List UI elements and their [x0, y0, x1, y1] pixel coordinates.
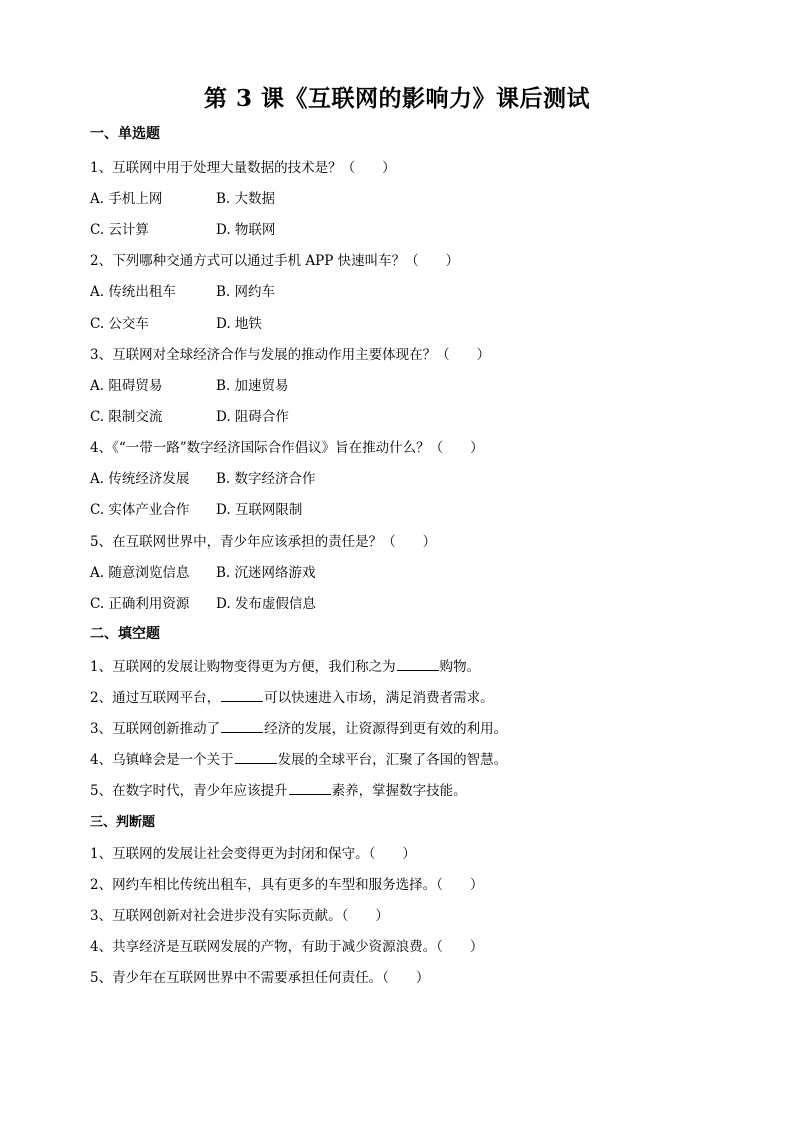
option-d: D. 互联网限制 [216, 502, 303, 518]
fill-blank-item [90, 779, 467, 799]
option-d: D. 阻碍合作 [216, 409, 289, 425]
fill-text-before: 3、互联网创新推动了 [90, 721, 221, 737]
option-c: C. 实体产业合作 [90, 502, 190, 518]
judgment-item: 4、共享经济是互联网发展的产物，有助于减少资源浪费。（ ） [90, 939, 484, 955]
page-title: 第 3 课《互联网的影响力》课后测试 [203, 85, 591, 112]
section-heading-fill-blank: 二、填空题 [90, 626, 160, 642]
option-c: C. 正确利用资源 [90, 596, 190, 612]
judgment-item: 1、互联网的发展让社会变得更为封闭和保守。（ ） [90, 846, 416, 862]
question-stem: 3、互联网对全球经济合作与发展的推动作用主要体现在？（ ） [90, 347, 491, 363]
fill-blank-item [90, 655, 480, 675]
answer-blank[interactable] [221, 689, 263, 702]
option-b: B. 网约车 [216, 284, 276, 300]
question-stem: 1、互联网中用于处理大量数据的技术是？（ ） [90, 160, 396, 176]
judgment-item: 5、青少年在互联网世界中不需要承担任何责任。（ ） [90, 970, 430, 986]
option-c: C. 限制交流 [90, 409, 163, 425]
fill-blank-item [90, 717, 507, 737]
fill-blank-item [90, 748, 507, 768]
option-a: A. 阻碍贸易 [90, 378, 163, 394]
option-d: D. 地铁 [216, 316, 262, 332]
fill-text-after: 经济的发展，让资源得到更有效的利用。 [264, 721, 508, 737]
fill-text-after: 素养，掌握数字技能。 [331, 783, 467, 799]
option-a: A. 传统经济发展 [90, 471, 190, 487]
answer-blank[interactable] [397, 658, 439, 671]
judgment-item: 2、网约车相比传统出租车，具有更多的车型和服务选择。（ ） [90, 877, 484, 893]
option-a: A. 传统出租车 [90, 284, 176, 300]
option-b: B. 数字经济合作 [216, 471, 316, 487]
answer-blank[interactable] [221, 720, 263, 733]
option-b: B. 大数据 [216, 191, 276, 207]
fill-text-after: 可以快速进入市场，满足消费者需求。 [264, 690, 494, 706]
option-d: D. 物联网 [216, 222, 276, 238]
option-a: A. 随意浏览信息 [90, 565, 190, 581]
question-stem: 2、下列哪种交通方式可以通过手机 APP 快速叫车？（ ） [90, 253, 460, 269]
fill-text-before: 2、通过互联网平台， [90, 690, 221, 706]
fill-text-after: 发展的全球平台，汇聚了各国的智慧。 [277, 752, 508, 768]
option-a: A. 手机上网 [90, 191, 163, 207]
fill-text-before: 1、互联网的发展让购物变得更为方便，我们称之为 [90, 659, 396, 675]
option-c: C. 云计算 [90, 222, 149, 238]
fill-text-before: 4、乌镇峰会是一个关于 [90, 752, 234, 768]
section-heading-true-false: 三、判断题 [90, 815, 156, 830]
answer-blank[interactable] [235, 751, 277, 764]
option-d: D. 发布虚假信息 [216, 596, 316, 612]
option-b: B. 沉迷网络游戏 [216, 565, 316, 581]
option-c: C. 公交车 [90, 316, 149, 332]
question-stem: 4、《“一带一路”数字经济国际合作倡议》旨在推动什么？（ ） [90, 440, 484, 456]
judgment-item: 3、互联网创新对社会进步没有实际贡献。（ ） [90, 908, 389, 924]
section-heading-single-choice: 一、单选题 [90, 126, 160, 142]
answer-blank[interactable] [289, 782, 331, 795]
fill-text-after: 购物。 [439, 659, 481, 675]
question-stem: 5、在互联网世界中，青少年应该承担的责任是？（ ） [90, 534, 437, 550]
fill-text-before: 5、在数字时代，青少年应该提升 [90, 783, 288, 799]
option-b: B. 加速贸易 [216, 378, 289, 394]
fill-blank-item [90, 686, 494, 706]
